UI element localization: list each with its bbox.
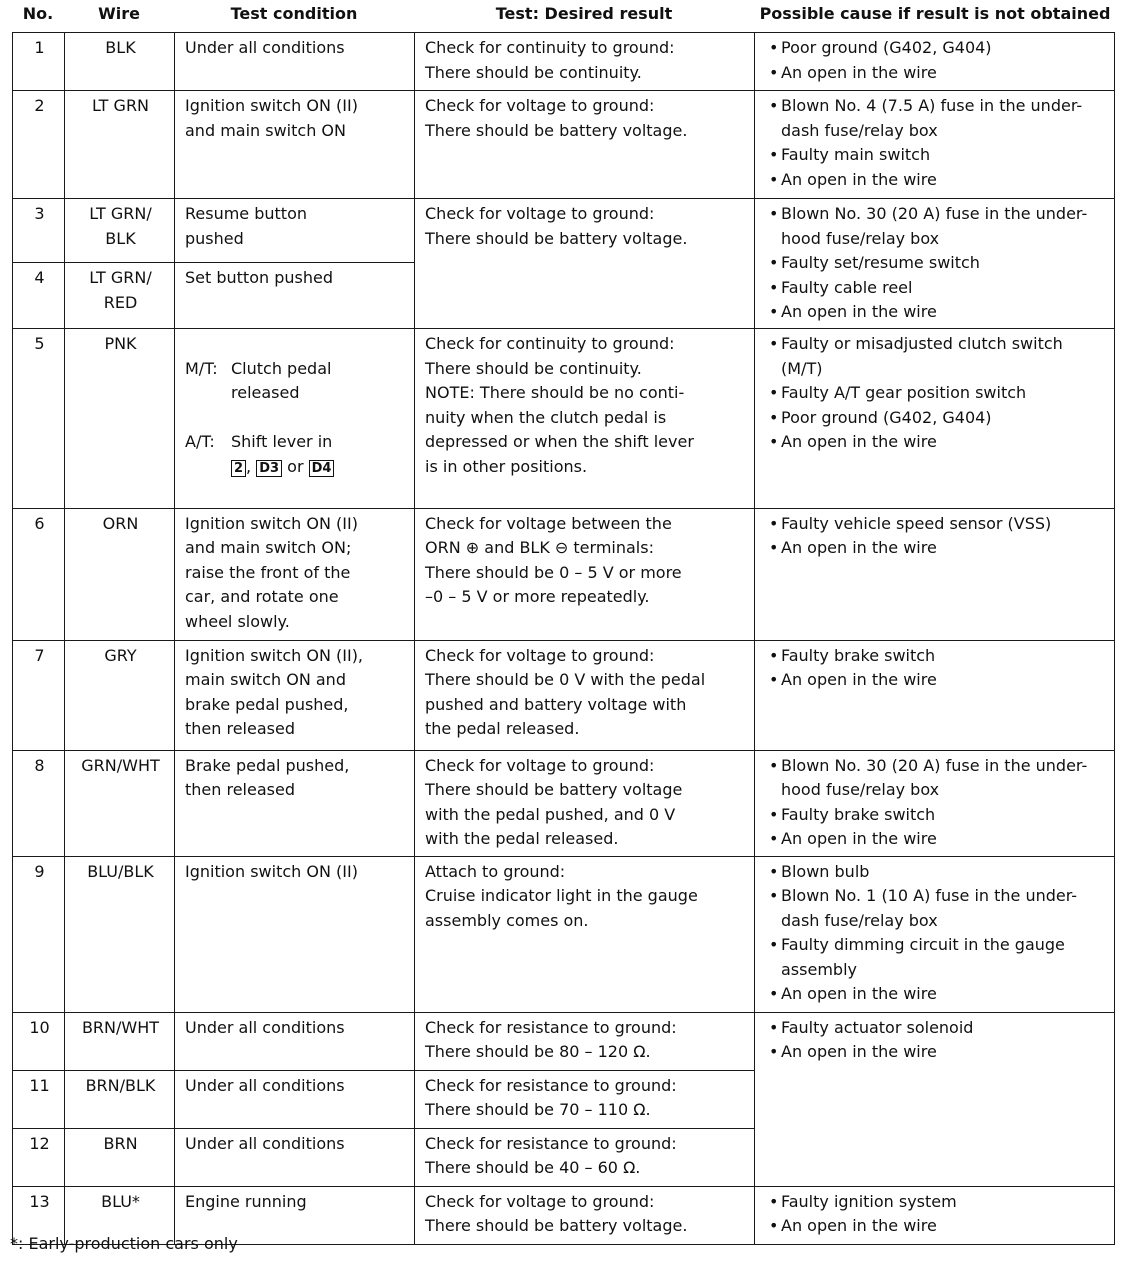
desired-result: Check for resistance to ground: There should be 80 – 120 Ω. bbox=[415, 1012, 755, 1070]
wire-color: GRY bbox=[65, 640, 175, 750]
row-number: 12 bbox=[13, 1128, 65, 1186]
at-text-main: Shift lever in bbox=[231, 432, 333, 451]
table-row bbox=[13, 199, 1115, 263]
possible-causes bbox=[755, 1012, 1115, 1186]
cause-item: • An open in the wire bbox=[765, 668, 1106, 693]
cause-item: • An open in the wire bbox=[765, 61, 1106, 86]
gear-d3-symbol: D3 bbox=[256, 460, 282, 477]
wire-color: BRN/WHT bbox=[65, 1012, 175, 1070]
possible-causes bbox=[755, 329, 1115, 509]
cause-item: • Faulty cable reel bbox=[765, 276, 1106, 301]
cause-item: • Poor ground (G402, G404) bbox=[765, 406, 1106, 431]
wire-color: LT GRN bbox=[65, 91, 175, 199]
row-number: 9 bbox=[13, 856, 65, 1012]
cause-item: • An open in the wire bbox=[765, 982, 1106, 1007]
test-condition: Ignition switch ON (II) and main switch ON; raise the front of the car, and rotate one wheel slowly. bbox=[175, 508, 415, 640]
cause-item: • An open in the wire bbox=[765, 168, 1106, 193]
desired-result: Check for continuity to ground: There should be continuity. NOTE: There should be no conti- nuity when the clutch pedal is depressed or when the shift lever is in other positions. bbox=[415, 329, 755, 509]
at-condition bbox=[185, 430, 406, 481]
table-row bbox=[13, 1012, 1115, 1070]
desired-result: Check for voltage between the ORN ⊕ and BLK ⊖ terminals: There should be 0 – 5 V or more –0 – 5 V or more repeatedly. bbox=[415, 508, 755, 640]
possible-causes bbox=[755, 91, 1115, 199]
table-row bbox=[13, 329, 1115, 509]
possible-causes bbox=[755, 750, 1115, 856]
desired-result: Check for voltage to ground: There should be 0 V with the pedal pushed and battery voltage with the pedal released. bbox=[415, 640, 755, 750]
test-condition: Ignition switch ON (II) bbox=[175, 856, 415, 1012]
desired-result: Check for voltage to ground: There should be battery voltage with the pedal pushed, and 0 V with the pedal released. bbox=[415, 750, 755, 856]
cause-item: • Blown No. 30 (20 A) fuse in the under-hood fuse/relay box bbox=[765, 754, 1106, 803]
header-possible-cause: Possible cause if result is not obtained bbox=[759, 4, 1111, 23]
gear-or: or bbox=[282, 456, 309, 476]
wire-color: BLU* bbox=[65, 1186, 175, 1244]
cause-item: • Blown No. 4 (7.5 A) fuse in the under-dash fuse/relay box bbox=[765, 94, 1106, 143]
row-number: 4 bbox=[13, 263, 65, 329]
test-condition: Ignition switch ON (II) and main switch ON bbox=[175, 91, 415, 199]
wire-color: LT GRN/ RED bbox=[65, 263, 175, 329]
desired-result: Check for continuity to ground: There should be continuity. bbox=[415, 33, 755, 91]
desired-result: Check for voltage to ground: There should be battery voltage. bbox=[415, 199, 755, 329]
cause-item: • Faulty ignition system bbox=[765, 1190, 1106, 1215]
desired-result: Check for voltage to ground: There should be battery voltage. bbox=[415, 91, 755, 199]
cause-item: • Faulty main switch bbox=[765, 143, 1106, 168]
header-no: No. bbox=[22, 4, 54, 23]
test-condition: Engine running bbox=[175, 1186, 415, 1244]
possible-causes bbox=[755, 33, 1115, 91]
cause-item: • Faulty dimming circuit in the gauge assembly bbox=[765, 933, 1106, 982]
wire-color: BRN/BLK bbox=[65, 1070, 175, 1128]
table-row bbox=[13, 91, 1115, 199]
at-text bbox=[231, 430, 334, 481]
row-number: 8 bbox=[13, 750, 65, 856]
test-condition: Under all conditions bbox=[175, 1128, 415, 1186]
footnote: *: Early-production cars only bbox=[10, 1234, 238, 1253]
row-number: 7 bbox=[13, 640, 65, 750]
cause-item: • An open in the wire bbox=[765, 536, 1106, 561]
cause-item: • An open in the wire bbox=[765, 300, 1106, 325]
gear-2-symbol: 2 bbox=[231, 460, 246, 477]
wire-color: BLK bbox=[65, 33, 175, 91]
row-number: 13 bbox=[13, 1186, 65, 1244]
table-row bbox=[13, 508, 1115, 640]
wire-color: BRN bbox=[65, 1128, 175, 1186]
mt-condition bbox=[185, 357, 406, 406]
cause-item: • An open in the wire bbox=[765, 1040, 1106, 1065]
wire-test-table bbox=[12, 32, 1115, 1245]
gear-d4-symbol: D4 bbox=[309, 460, 335, 477]
desired-result: Check for resistance to ground: There should be 70 – 110 Ω. bbox=[415, 1070, 755, 1128]
desired-result: Check for resistance to ground: There should be 40 – 60 Ω. bbox=[415, 1128, 755, 1186]
table-row bbox=[13, 856, 1115, 1012]
test-condition: Brake pedal pushed, then released bbox=[175, 750, 415, 856]
at-label: A/T: bbox=[185, 432, 215, 451]
test-condition bbox=[175, 329, 415, 509]
test-condition: Under all conditions bbox=[175, 1012, 415, 1070]
header-desired-result: Test: Desired result bbox=[495, 4, 673, 23]
cause-item: • An open in the wire bbox=[765, 1214, 1106, 1239]
table-row bbox=[13, 640, 1115, 750]
cause-item: • Faulty brake switch bbox=[765, 803, 1106, 828]
cause-item: • Faulty A/T gear position switch bbox=[765, 381, 1106, 406]
row-number: 6 bbox=[13, 508, 65, 640]
cause-item: • Blown bulb bbox=[765, 860, 1106, 885]
row-number: 2 bbox=[13, 91, 65, 199]
possible-causes bbox=[755, 1186, 1115, 1244]
cause-item: • An open in the wire bbox=[765, 827, 1106, 852]
table-row bbox=[13, 33, 1115, 91]
gear-separator: , bbox=[246, 456, 257, 476]
row-number: 1 bbox=[13, 33, 65, 91]
test-condition: Under all conditions bbox=[175, 1070, 415, 1128]
test-condition: Ignition switch ON (II), main switch ON and brake pedal pushed, then released bbox=[175, 640, 415, 750]
row-number: 5 bbox=[13, 329, 65, 509]
cause-item: • Faulty actuator solenoid bbox=[765, 1016, 1106, 1041]
cause-item: • Faulty set/resume switch bbox=[765, 251, 1106, 276]
cause-item: • Faulty or misadjusted clutch switch (M/T) bbox=[765, 332, 1106, 381]
row-number: 3 bbox=[13, 199, 65, 263]
possible-causes bbox=[755, 640, 1115, 750]
mt-label: M/T: bbox=[185, 358, 218, 378]
cause-item: • Faulty brake switch bbox=[765, 644, 1106, 669]
possible-causes bbox=[755, 856, 1115, 1012]
row-number: 10 bbox=[13, 1012, 65, 1070]
cause-item: • Blown No. 30 (20 A) fuse in the under-hood fuse/relay box bbox=[765, 202, 1106, 251]
test-condition: Set button pushed bbox=[175, 263, 415, 329]
wire-color: PNK bbox=[65, 329, 175, 509]
cause-item: • Blown No. 1 (10 A) fuse in the under-dash fuse/relay box bbox=[765, 884, 1106, 933]
header-test-condition: Test condition bbox=[230, 4, 358, 23]
cause-item: • An open in the wire bbox=[765, 430, 1106, 455]
wire-color: GRN/WHT bbox=[65, 750, 175, 856]
desired-result: Attach to ground: Cruise indicator light in the gauge assembly comes on. bbox=[415, 856, 755, 1012]
wire-color: LT GRN/ BLK bbox=[65, 199, 175, 263]
test-condition: Resume button pushed bbox=[175, 199, 415, 263]
table-row bbox=[13, 750, 1115, 856]
wire-color: BLU/BLK bbox=[65, 856, 175, 1012]
cause-item: • Poor ground (G402, G404) bbox=[765, 36, 1106, 61]
header-wire: Wire bbox=[98, 4, 140, 23]
possible-causes bbox=[755, 199, 1115, 329]
test-condition: Under all conditions bbox=[175, 33, 415, 91]
wire-color: ORN bbox=[65, 508, 175, 640]
mt-text: Clutch pedal released bbox=[231, 358, 332, 402]
possible-causes bbox=[755, 508, 1115, 640]
desired-result: Check for voltage to ground: There should be battery voltage. bbox=[415, 1186, 755, 1244]
row-number: 11 bbox=[13, 1070, 65, 1128]
cause-item: • Faulty vehicle speed sensor (VSS) bbox=[765, 512, 1106, 537]
